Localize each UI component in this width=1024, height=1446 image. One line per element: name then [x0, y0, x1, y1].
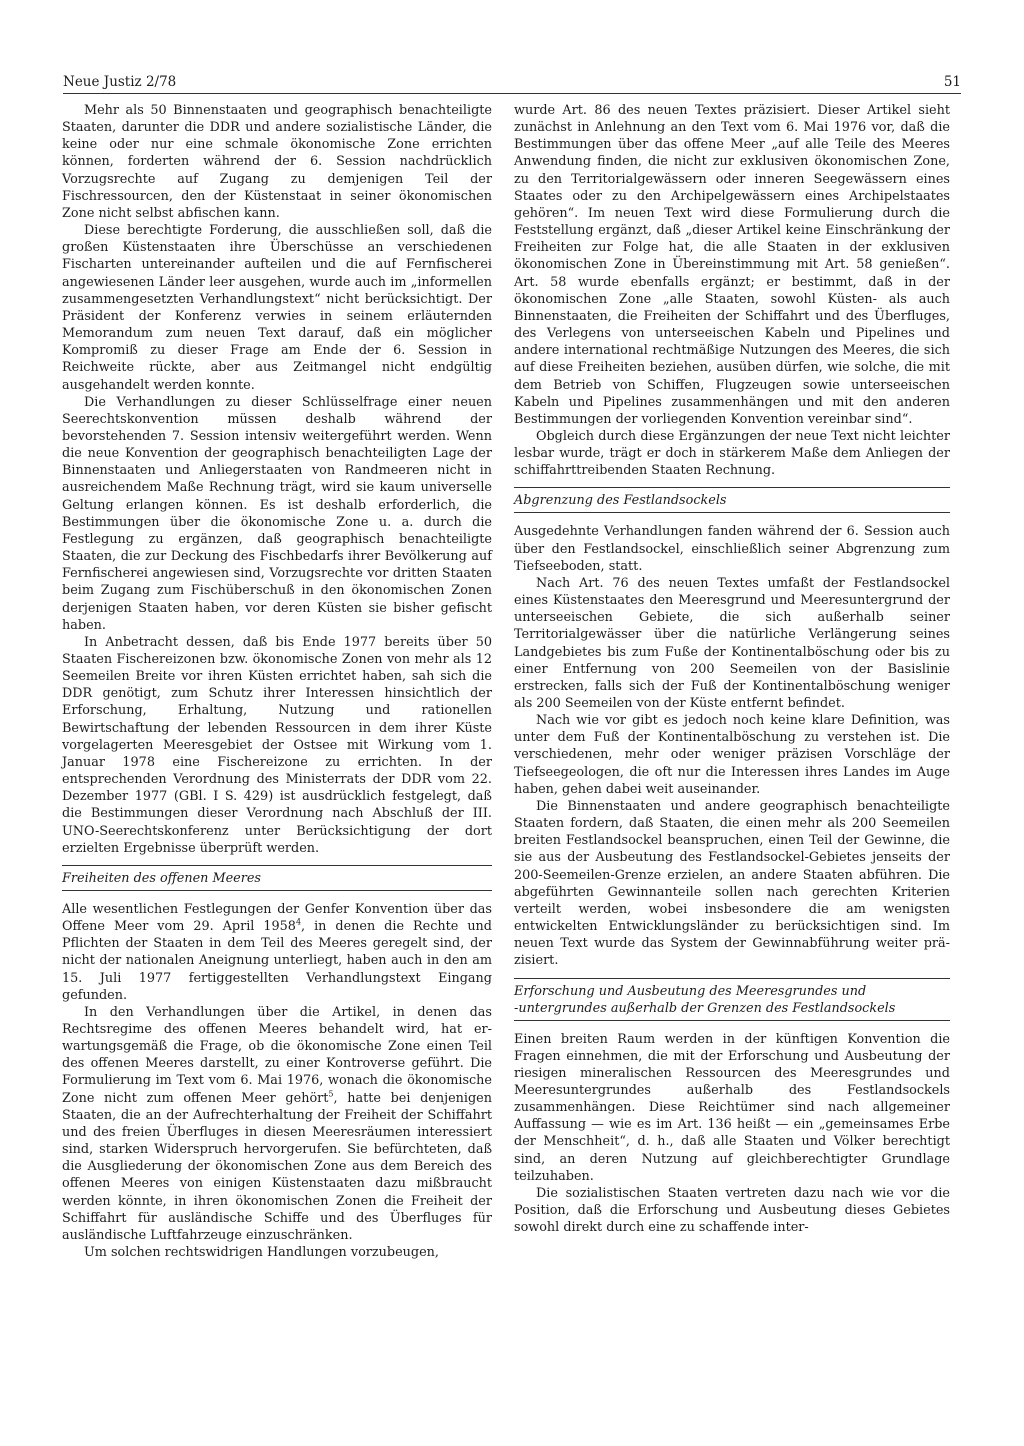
text-run: In den Verhandlungen über die Artikel, in denen das Rechtsregime des offenen Meeres behandelt wird, hat erwartungsgemäß die Frage, ob die ökonomische Zone einen Teil des offenen Meeres darstellt, zu einer Kontroverse geführt. Die Formulierung im Text vom 6. Mai 1976, wonach die ökonomische Zone nicht zum offenen Meer gehört: [62, 1004, 492, 1106]
paragraph: Die Binnenstaaten und andere geographisch benachteiligte Staaten fordern, daß Staaten, die einen mehr als 200 Seemeilen breiten Festlandsockel beanspruchen, einen Teil der Gewinne, die sie aus der Ausbeutung des Festlandsockel-Gebietes jenseits der 200-Seemeilen-Grenze erzielen, an andere Staaten abführen. Die abgeführten Gewinnanteile sollen nach gerechten Kriterien verteilt werden, wobei insbesondere die am wenigsten entwickelten Entwicklungsländer zu berücksichtigen sind. Im neuen Text wurde das System der Gewinnabführung weiter präzisiert.: [514, 798, 950, 969]
journal-title: Neue Justiz 2/78: [63, 74, 177, 90]
paragraph: [62, 901, 492, 1004]
section-heading-festlandsockel: Abgrenzung des Festlandsockels: [514, 487, 950, 513]
paragraph: wurde Art. 86 des neuen Textes präzisiert. Dieser Artikel sieht zunächst in Anlehnung an den Text vom 6. Mai 1976 vor, daß die Bestimmungen über das offene Meer „auf alle Teile des Meeres Anwendung finden, die nicht zur exklusiven ökonomischen Zone, zu den Territorialgewässern oder inneren Seegewässern eines Staates oder zu den Archipelgewässern eines Archipelstaates gehören“. Im neuen Text wird diese Formulierung durch die Feststellung ergänzt, daß „dieser Artikel keine Einschränkung der Freiheiten zur Folge hat, die alle Staaten in der exklusiven ökonomischen Zone in Übereinstimmung mit Art. 58 genießen“. Art. 58 wurde ebenfalls ergänzt; er bestimmt, daß in der ökonomischen Zone „alle Staaten, sowohl Küsten- als auch Binnenstaaten, die Freiheiten der Schiffahrt und des Überfluges, des Verlegens von unterseeischen Kabeln und Pipelines und andere international rechtmäßige Nutzungen des Meeres, die sich auf diese Freiheiten beziehen, ausüben dürfen, wie solche, die mit dem Betrieb von Schiffen, Flugzeugen sowie unterseeischen Kabeln und Pipelines zusammenhängen und mit den anderen Bestimmungen der vorliegenden Konvention vereinbar sind“.: [514, 103, 950, 427]
paragraph: In Anbetracht dessen, daß bis Ende 1977 bereits über 50 Staaten Fischereizonen bzw. ökonomische Zonen von mehr als 12 Seemeilen Breite vor ihren Küsten errichtet haben, sah sich die DDR genötigt, zum Schutz ihrer Interessen hinsichtlich der Erforschung, Erhaltung, Nutzung und rationellen Bewirtschaftung der lebenden Ressourcen in dem ihrer Küste vorgelagerten Meeresgebiet der Ostsee mit Wirkung vom 1. Januar 1978 eine Fischereizone zu errichten. In der entsprechenden Verordnung des Ministerrats der DDR vom 22. Dezember 1977 (GBl. I S. 429) ist ausdrücklich festgelegt, daß die Bestimmungen dieser Verordnung nach Abschluß der III. UNO-Seerechtskonferenz unter Berücksichtigung der dort erzielten Ergebnisse überprüft werden.: [62, 634, 492, 856]
left-column: [62, 102, 492, 1261]
section-heading-freiheiten: Freiheiten des offenen Meeres: [62, 865, 492, 891]
page-number: 51: [943, 74, 961, 90]
paragraph: Nach Art. 76 des neuen Textes umfaßt der Festlandsockel eines Küstenstaates den Meeresgrund und Meeresuntergrund der unterseeischen Gebiete, die sich außerhalb seiner Territorialgewässer über die natürliche Verlängerung seines Landgebietes bis zum Fuße der Kontinentalböschung oder bis zu einer Entfernung von 200 Seemeilen von der Basislinie erstrecken, falls sich der Fuß der Kontinentalböschung weniger als 200 Seemeilen von der Küste entfernt befindet.: [514, 575, 950, 711]
paragraph: Um solchen rechtswidrigen Handlungen vorzubeugen,: [84, 1245, 439, 1260]
text-run: , hatte bei denjenigen Staaten, die an der Aufrechterhaltung der Freiheit der Schiffahrt und des freien Überfluges in diesen Meeresräumen interessiert sind, starken Widerspruch hervorgerufen. Sie befürchteten, daß die Ausgliederung der ökonomischen Zone aus dem Bereich des offenen Meeres von einigen Küstenstaaten dazu mißbraucht werden könnte, in ihren ökonomischen Zonen die Freiheit der Schiffahrt für ausländische Schiffe und des Überfluges für ausländische Luftfahrzeuge einzuschränken.: [62, 1090, 492, 1243]
paragraph: Die Verhandlungen zu dieser Schlüsselfrage einer neuen Seerechtskonvention müssen deshalb während der bevorstehenden 7. Session intensiv weitergeführt werden. Wenn die neue Konvention der geographisch benachteiligten Lage der Binnenstaaten und Anliegerstaaten von Randmeeren nicht in ausreichendem Maße Rechnung trägt, wird sie kaum universelle Geltung erlangen können. Es ist deshalb erforderlich, die Bestimmungen über die ökonomische Zone u. a. durch die Festlegung zu ergänzen, daß geographisch benachteiligte Staaten, die zur Deckung des Fischbedarfs ihrer Bevölkerung auf Fernfischerei angewiesen sind, Vorzugsrechte vor dritten Staaten beim Zugang zum Fischüberschuß in den ökonomischen Zonen derjenigen Staaten haben, vor deren Küsten sie bisher gefischt haben.: [62, 394, 492, 633]
paragraph: Ausgedehnte Verhandlungen fanden während der 6. Session auch über den Festlandsockel, einschließlich seiner Abgrenzung zum Tiefseeboden, statt.: [514, 524, 950, 574]
heading-line: -untergrundes außerhalb der Grenzen des Festlandsockels: [514, 1000, 896, 1016]
paragraph: Diese berechtigte Forderung, die ausschließen soll, daß die großen Küstenstaaten ihre Überschüsse an verschiedenen Fischarten untereinander aufteilen und die auf Fernfischerei angewiesenen Länder leer ausgehen, wurde auch im „informellen zusammengesetzten Verhandlungstext“ nicht berücksichtigt. Der Präsident der Konferenz verwies in seinem erläuternden Memorandum zum neuen Text darauf, daß ein möglicher Kompromiß zu dieser Frage am Ende der 6. Session in Reichweite rückte, aber aus Zeitmangel nicht endgültig ausgehandelt werden konnte.: [62, 223, 492, 393]
heading-line: Erforschung und Ausbeutung des Meeresgrundes und: [514, 983, 867, 999]
paragraph: Einen breiten Raum werden in der künftigen Konvention die Fragen einnehmen, die mit der Erforschung und Ausbeutung der riesigen mineralischen Ressourcen des Meeresgrundes und Meeresuntergrundes außerhalb des Festlandsockels zusammenhängen. Diese Reichtümer sind nach allgemeiner Auffassung — wie es im Art. 136 heißt — ein „gemeinsames Erbe der Menschheit“, d. h., daß alle Staaten und Völker berechtigt sind, an deren Nutzung auf gleichberechtigter Grundlage teilzuhaben.: [514, 1031, 950, 1184]
text-run: Alle wesentlichen Festlegungen der Genfer Konvention über das Offene Meer vom 29. April 1958: [62, 901, 492, 935]
footnote-ref: 4: [295, 917, 302, 927]
paragraph: [62, 1004, 492, 1244]
section-heading-erforschung: [514, 978, 950, 1021]
paragraph: Nach wie vor gibt es jedoch noch keine klare Definition, was unter dem Fuß der Kontinentalböschung zu verstehen ist. Die verschiedenen, mehr oder weniger präzisen Vorschläge der Tiefseegeologen, die oft nur die Interessen ihres Landes im Auge haben, gehen dabei weit auseinander.: [514, 713, 950, 797]
footnote-ref: 5: [328, 1089, 334, 1099]
paragraph: Mehr als 50 Binnenstaaten und geographisch benachteiligte Staaten, darunter die DDR und andere sozialistische Länder, die keine oder nur eine schmale ökonomische Zone errichten können, forderten während der 6. Session nachdrücklich Vorzugsrechte auf Zugang zu demjenigen Teil der Fischressourcen, den der Küstenstaat in seiner ökonomischen Zone nicht selbst abfischen kann.: [62, 103, 492, 221]
paragraph: Obgleich durch diese Ergänzungen der neue Text nicht leichter lesbar wurde, trägt er doch in stärkerem Maße dem Anliegen der schiffahrttreibenden Staaten Rechnung.: [514, 428, 950, 479]
right-column: [514, 102, 950, 1236]
paragraph: Die sozialistischen Staaten vertreten dazu nach wie vor die Position, daß die Erforschung und Ausbeutung dieses Gebietes sowohl direkt durch eine zu schaffende inter-: [514, 1185, 950, 1236]
text-run: , in denen die Rechte und Pflichten der Staaten in dem Teil des Meeres geregelt sind, der nicht der nationalen Aneignung unterliegt, haben auch in den am 15. Juli 1977 fertiggestellten Verhandlungstext Eingang gefunden.: [62, 919, 492, 1003]
running-head: [63, 73, 961, 94]
